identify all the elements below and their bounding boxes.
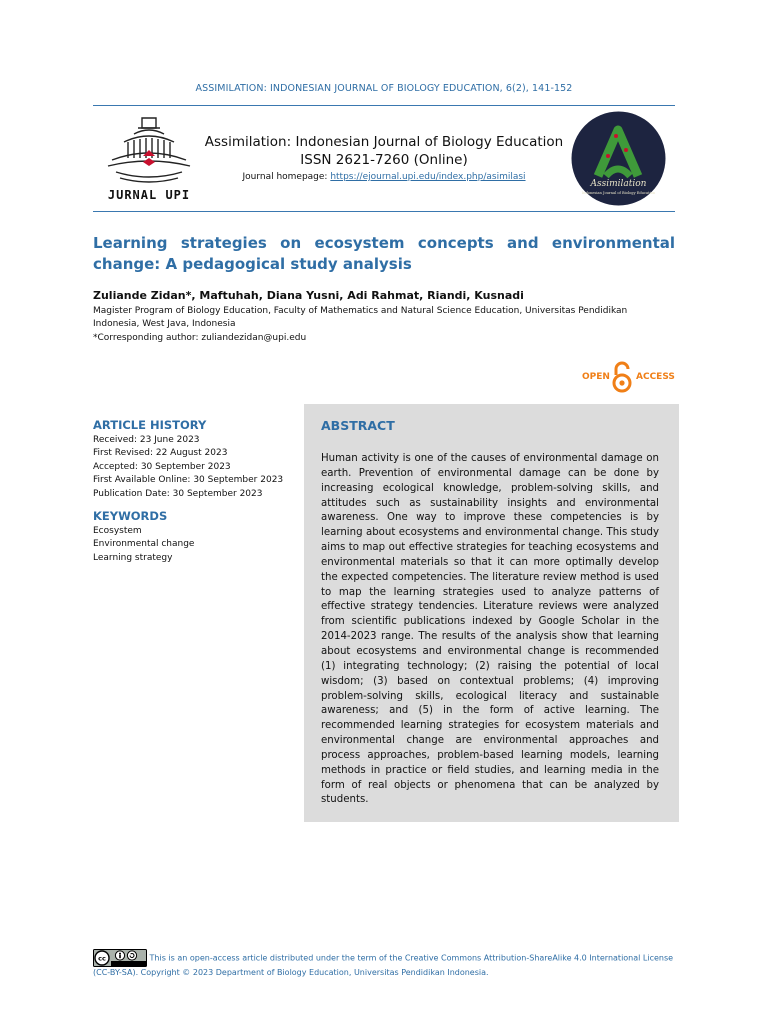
article-history-heading: ARTICLE HISTORY — [93, 418, 207, 432]
running-head: ASSIMILATION: INDONESIAN JOURNAL OF BIOLOGY EDUCATION, 6(2), 141-152 — [195, 83, 573, 94]
keyword-item: Environmental change — [93, 539, 195, 550]
history-item: Publication Date: 30 September 2023 — [93, 488, 263, 499]
history-item: First Revised: 22 August 2023 — [93, 448, 228, 459]
open-access-badge — [582, 361, 677, 393]
open-label: OPEN — [582, 372, 610, 382]
homepage-label: Journal homepage: — [242, 172, 331, 182]
abstract-heading: ABSTRACT — [321, 418, 395, 433]
license-text-block — [93, 949, 679, 979]
cc-by-sa-badge[interactable] — [93, 949, 147, 967]
keyword-item: Ecosystem — [93, 526, 142, 537]
abstract-text: Human activity is one of the causes of environmental damage on earth. Prevention of environmental damage can be done by increasing ecological knowledge, problem-solving skills, and attitudes such as sustainability insights and environmental awareness. One way to improve these competencies is by learning about ecosystems and environmental change. This study aims to map out effective strategies for teaching ecosystems and environmental materials so that it can more optimally develop the expected competencies. The literature review method is used to map the learning strategies used to analyze patterns of effective strategy tendencies. Literature reviews were analyzed from scientific publications indexed by Google Scholar in the 2014-2023 range. The results of the analysis show that learning about ecosystems and environmental change is recommended (1) integrating technology; (2) raising the potential of local wisdom; (3) based on contextual problems; (4) improving problem-solving skills, ecological literacy and sustainable awareness; and (5) in the form of active learning. The recommended learning strategies for ecosystem materials and environmental change are environmental approaches and process approaches, problem-based learning models, learning methods in practice or field studies, and learning media in the form of real objects or phenomena that can be analyzed by students. — [321, 453, 659, 806]
assimilation-logo-text: Assimilation — [590, 179, 647, 189]
assimilation-logo-subtext: Indonesian Journal of Biology Education — [581, 191, 656, 195]
history-item: First Available Online: 30 September 2023 — [93, 475, 284, 486]
header-rule-bottom — [93, 211, 675, 212]
history-item: Received: 23 June 2023 — [93, 435, 200, 445]
license-text: This is an open-access article distributed under the term of the Creative Commons Attribution-ShareAlike 4.0 International License (CC-BY-SA). Copyright © 2023 Department of Biology Education, Universitas Pendidikan Indonesia. — [93, 953, 674, 977]
abstract-box — [304, 404, 679, 822]
svg-text:cc: cc — [98, 954, 106, 963]
masthead — [200, 133, 568, 182]
header-rule-top — [93, 105, 675, 106]
journal-issn: ISSN 2621-7260 (Online) — [300, 152, 468, 168]
article-affiliation — [93, 305, 675, 345]
affiliation-line-2: Indonesia, West Java, Indonesia — [93, 319, 236, 330]
keywords-heading: KEYWORDS — [93, 509, 168, 524]
article-title: Learning strategies on ecosystem concepts and environmental change: A pedagogical study analysis — [93, 234, 675, 273]
open-access-lock-icon — [612, 361, 632, 393]
article-authors: Zuliande Zidan*, Maftuhah, Diana Yusni, Adi Rahmat, Riandi, Kusnadi — [93, 289, 524, 302]
article-sidebar — [93, 418, 298, 565]
homepage-link[interactable]: https://ejournal.upi.edu/index.php/asimilasi — [330, 172, 526, 182]
keyword-item: Learning strategy — [93, 552, 173, 563]
license-footer — [93, 949, 679, 979]
journal-homepage — [200, 172, 568, 182]
access-label: ACCESS — [636, 372, 675, 382]
history-item: Accepted: 30 September 2023 — [93, 461, 231, 472]
journal-title: Assimilation: Indonesian Journal of Biology Education — [204, 134, 564, 150]
affiliation-line-1: Magister Program of Biology Education, Faculty of Mathematics and Natural Science Education, Universitas Pendidikan — [93, 306, 628, 316]
jurnal-upi-caption: JURNAL UPI — [107, 188, 191, 202]
corresponding-author: *Corresponding author: zuliandezidan@upi.edu — [93, 332, 307, 343]
assimilation-journal-logo — [568, 110, 669, 207]
